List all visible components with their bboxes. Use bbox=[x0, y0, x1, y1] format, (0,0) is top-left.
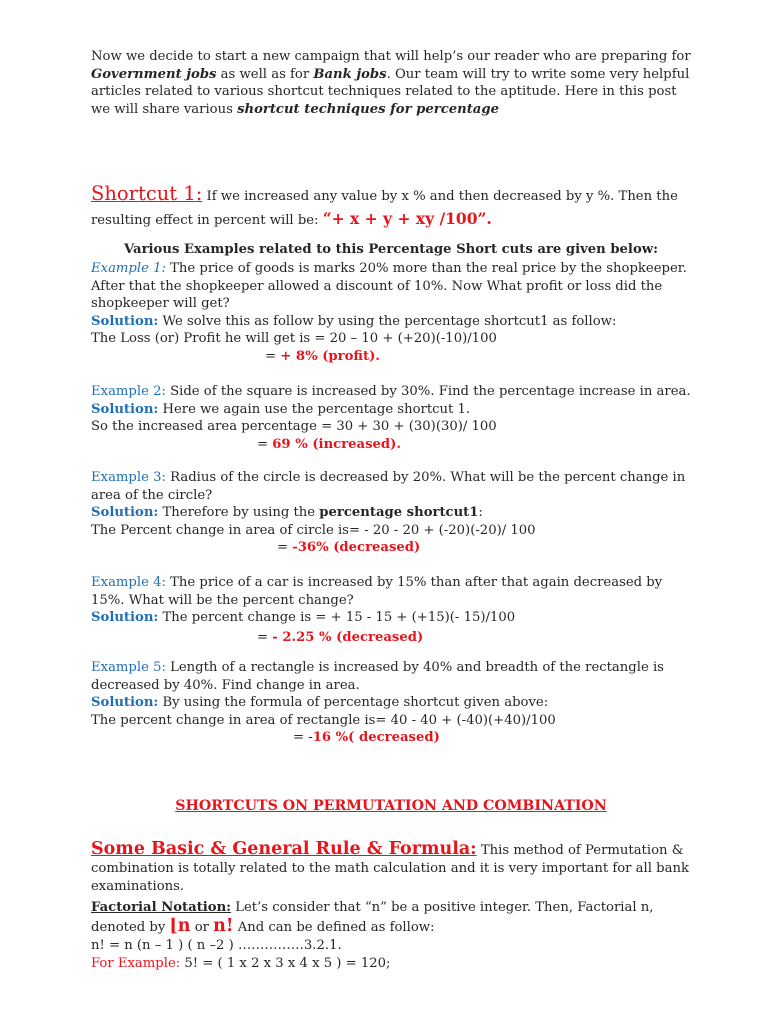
factorial-symbol-1: ⌊n bbox=[169, 916, 191, 936]
example-3-solution: Therefore by using the bbox=[158, 505, 320, 520]
example-5 bbox=[91, 659, 691, 747]
example-4-label: Example 4: bbox=[91, 575, 166, 590]
intro-text: as well as for bbox=[216, 66, 314, 82]
equals-sign: = - bbox=[293, 730, 313, 745]
factorial-text: Let’s consider that “n” be a positive integer. Then, Factorial n, denoted by bbox=[91, 900, 654, 935]
example-1-answer: + 8% (profit). bbox=[280, 348, 380, 364]
example-5-question: Length of a rectangle is increased by 40% and breadth of the rectangle is decreased by 40%. Find change in area. bbox=[91, 660, 664, 693]
example-1-label: Example 1: bbox=[91, 261, 166, 276]
factorial-paragraph bbox=[91, 899, 691, 972]
equals-sign: = bbox=[277, 540, 293, 555]
factorial-label: Factorial Notation: bbox=[91, 900, 232, 915]
example-2-question: Side of the square is increased by 30%. Find the percentage increase in area. bbox=[165, 384, 691, 399]
intro-text: . Our team will try to write some very helpful articles related to various shortcut techniques related to the aptitude. Here in this post we will share various bbox=[91, 66, 690, 117]
factorial-example: 5! = ( 1 x 2 x 3 x 4 x 5 ) = 120; bbox=[180, 955, 391, 971]
example-5-solution: By using the formula of percentage shortcut given above: bbox=[158, 695, 549, 710]
solution-label: Solution: bbox=[91, 401, 159, 417]
factorial-symbol-2: n! bbox=[213, 916, 234, 936]
permutation-heading: SHORTCUTS ON PERMUTATION AND COMBINATION bbox=[175, 798, 607, 814]
intro-paragraph bbox=[91, 48, 691, 118]
for-example-label: For Example: bbox=[91, 955, 181, 971]
factorial-definition: n! = n (n – 1 ) ( n –2 ) ……………3.2.1. bbox=[91, 938, 342, 953]
example-2 bbox=[91, 383, 691, 453]
example-4-solution: The percent change is = + 15 - 15 + (+15)(- 15)/100 bbox=[158, 610, 516, 625]
example-3-question: Radius of the circle is decreased by 20%. What will be the percent change in area of the circle? bbox=[91, 470, 686, 503]
equals-sign: = bbox=[265, 348, 281, 364]
solution-label: Solution: bbox=[91, 505, 159, 520]
solution-label: Solution: bbox=[91, 313, 159, 329]
factorial-or: or bbox=[190, 920, 214, 935]
example-4 bbox=[91, 574, 691, 646]
example-4-answer: - 2.25 % (decreased) bbox=[272, 629, 424, 645]
rules-label: Some Basic & General Rule & Formula: bbox=[91, 839, 477, 859]
rules-paragraph bbox=[91, 840, 691, 896]
equals-sign: = bbox=[257, 436, 273, 452]
solution-label: Solution: bbox=[91, 610, 159, 625]
examples-heading: Various Examples related to this Percentage Short cuts are given below: bbox=[124, 242, 658, 257]
example-3-solution-bold: percentage shortcut1 bbox=[319, 505, 479, 520]
factorial-text-2: And can be defined as follow: bbox=[233, 920, 435, 935]
example-3-answer: -36% (decreased) bbox=[292, 540, 421, 555]
example-4-question: The price of a car is increased by 15% than after that again decreased by 15%. What will be the percent change? bbox=[91, 575, 663, 608]
example-5-answer: 16 %( decreased) bbox=[312, 730, 440, 745]
example-1-solution: We solve this as follow by using the percentage shortcut1 as follow: bbox=[158, 313, 617, 329]
example-3-solution-end: : bbox=[478, 505, 483, 520]
example-5-working: The percent change in area of rectangle is= 40 - 40 + (-40)(+40)/100 bbox=[91, 712, 556, 728]
example-3 bbox=[91, 469, 691, 557]
shortcut-1-text: If we increased any value by x % and then decreased by y %. Then the resulting effect in percent will be: bbox=[91, 189, 678, 228]
example-3-label: Example 3: bbox=[91, 470, 166, 485]
government-jobs-text: Government jobs bbox=[91, 66, 217, 82]
example-2-label: Example 2: bbox=[91, 384, 166, 399]
example-2-solution: Here we again use the percentage shortcut 1. bbox=[158, 401, 471, 417]
shortcut-techniques-text: shortcut techniques for percentage bbox=[237, 101, 499, 117]
bank-jobs-text: Bank jobs bbox=[313, 66, 387, 82]
example-1-question: The price of goods is marks 20% more than the real price by the shopkeeper. After that the shopkeeper allowed a discount of 10%. Now What profit or loss did the shopkeeper will get? bbox=[91, 261, 687, 311]
example-1-working: The Loss (or) Profit he will get is = 20 – 10 + (+20)(-10)/100 bbox=[91, 331, 497, 346]
shortcut-1-paragraph bbox=[91, 183, 691, 232]
equals-sign: = bbox=[257, 629, 273, 645]
example-2-answer: 69 % (increased). bbox=[272, 436, 401, 452]
rules-text: This method of Permutation & combination is totally related to the math calculation and it is very important for all bank examinations. bbox=[91, 843, 689, 894]
shortcut-1-formula: “+ x + y + xy /100”. bbox=[322, 209, 492, 228]
example-5-label: Example 5: bbox=[91, 660, 166, 675]
example-1 bbox=[91, 260, 691, 365]
example-2-working: So the increased area percentage = 30 + 30 + (30)(30)/ 100 bbox=[91, 419, 497, 434]
solution-label: Solution: bbox=[91, 695, 159, 710]
example-3-working: The Percent change in area of circle is= - 20 - 20 + (-20)(-20)/ 100 bbox=[91, 522, 536, 538]
shortcut-1-label: Shortcut 1: bbox=[91, 182, 203, 205]
intro-text: Now we decide to start a new campaign that will help’s our reader who are preparing for bbox=[91, 49, 691, 64]
